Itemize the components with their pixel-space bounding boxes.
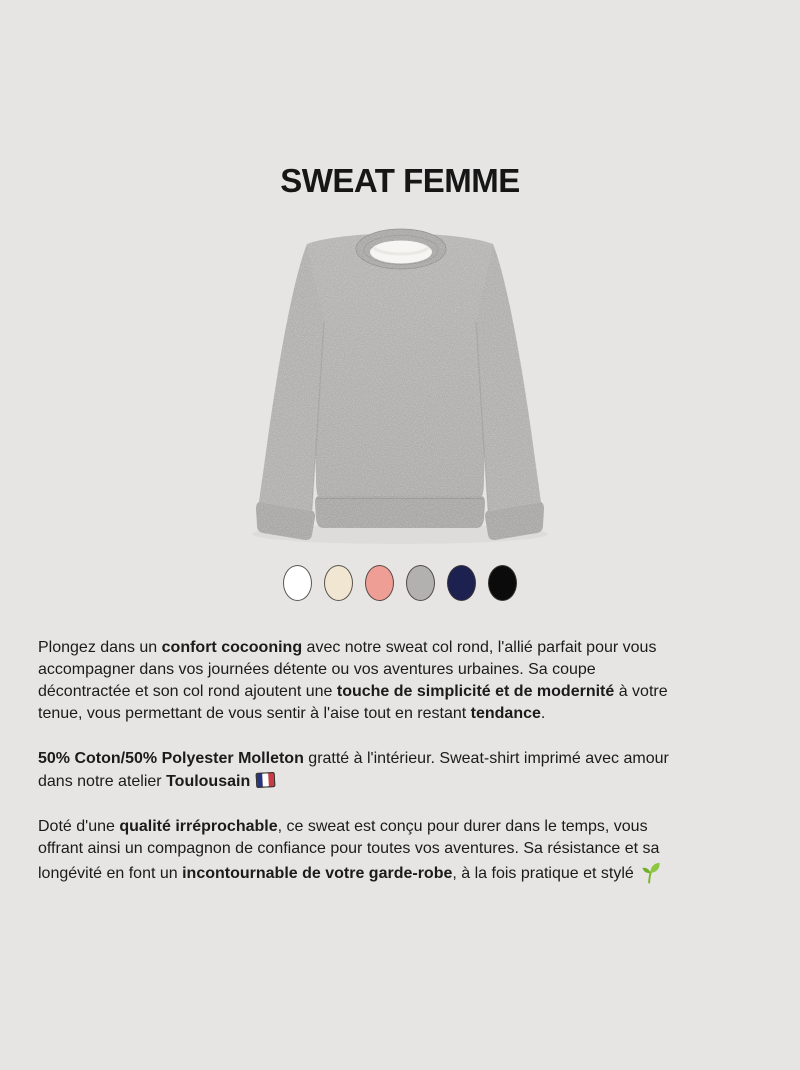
text-run: gratté à l'intérieur. Sweat-shirt imprimé avec amour: [303, 750, 669, 767]
text-run-bold: qualité irréprochable: [119, 818, 278, 835]
text-run: à votre: [614, 683, 668, 700]
text-run: longévité en font un: [38, 865, 183, 882]
text-run-bold: touche de simplicité et de modernité: [336, 683, 615, 700]
color-swatch-black[interactable]: [488, 565, 517, 601]
text-run: décontractée et son col rond ajoutent une: [38, 683, 337, 700]
text-run: avec notre sweat col rond, l'allié parfait pour vous: [302, 639, 657, 656]
text-run: Plongez dans un: [38, 639, 162, 656]
text-run: dans notre atelier: [38, 773, 167, 790]
text-run-bold: 50% Coton/50% Polyester Molleton: [38, 750, 304, 767]
color-swatch-gray[interactable]: [406, 565, 435, 601]
color-swatch-pink[interactable]: [365, 565, 394, 601]
text-run: accompagner dans vos journées détente ou vos aventures urbaines. Sa coupe: [38, 661, 596, 678]
text-run: .: [540, 705, 546, 722]
text-run-bold: confort cocooning: [161, 639, 303, 656]
text-run-bold: tendance: [470, 705, 541, 722]
color-swatch-white[interactable]: [283, 565, 312, 601]
color-swatch-navy[interactable]: [447, 565, 476, 601]
color-swatch-cream[interactable]: [324, 565, 353, 601]
text-run: tenue, vous permettant de vous sentir à l'aise tout en restant: [38, 705, 471, 722]
description-paragraph: [38, 816, 774, 885]
product-photo: [250, 222, 550, 544]
text-run-bold: Toulousain: [166, 773, 251, 790]
product-title: SWEAT FEMME: [280, 162, 520, 199]
seedling-icon: [638, 860, 662, 884]
description-paragraph: [38, 637, 774, 725]
french-flag-icon: [255, 770, 276, 790]
product-description: [38, 637, 774, 908]
color-swatches: [0, 565, 800, 601]
text-run: , ce sweat est conçu pour durer dans le temps, vous: [277, 818, 648, 835]
text-run: offrant ainsi un compagnon de confiance pour toutes vos aventures. Sa résistance et sa: [38, 840, 660, 857]
text-run: , à la fois pratique et stylé: [452, 865, 639, 882]
text-run-bold: incontournable de votre garde-robe: [182, 865, 453, 882]
text-run: Doté d'une: [38, 818, 120, 835]
sweatshirt-image: [250, 222, 550, 544]
description-paragraph: [38, 748, 774, 793]
